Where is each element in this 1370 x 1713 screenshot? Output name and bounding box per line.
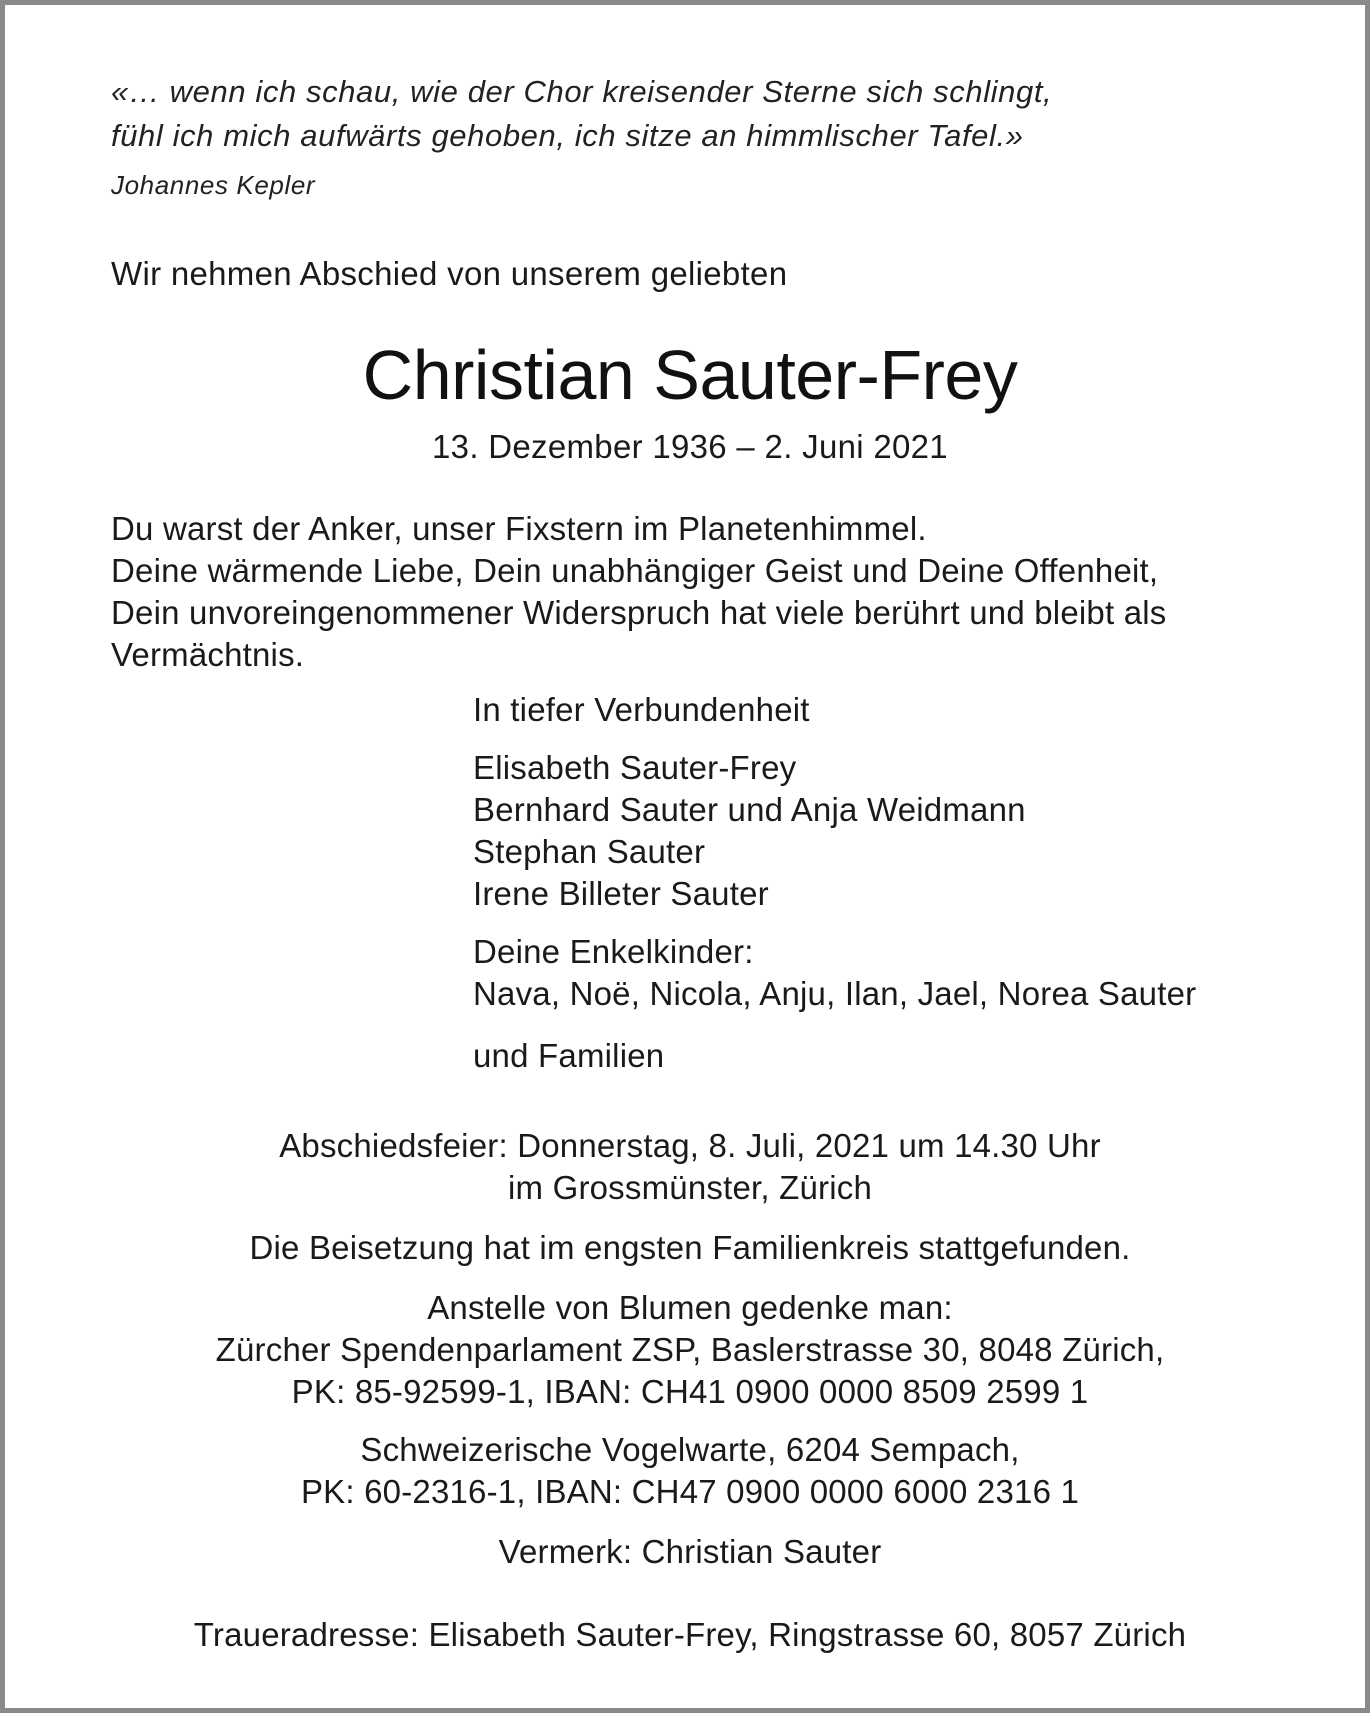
- deceased-name: Christian Sauter-Frey: [362, 336, 1018, 414]
- tribute-text: [111, 508, 1167, 676]
- donation-org2-line: Schweizerische Vogelwarte, 6204 Sempach,: [360, 1431, 1020, 1468]
- signoff-greeting: In tiefer Verbundenheit: [473, 691, 810, 728]
- burial-line: Die Beisetzung hat im engsten Familienkreis stattgefunden.: [249, 1229, 1131, 1266]
- life-dates: 13. Dezember 1936 – 2. Juni 2021: [432, 428, 948, 465]
- donation-org2-line: PK: 60-2316-1, IBAN: CH47 0900 0000 6000 2316 1: [300, 1473, 1080, 1510]
- tribute-line: Vermächtnis.: [111, 636, 305, 673]
- family-member: Irene Billeter Sauter: [473, 875, 769, 912]
- grandchildren-label: Deine Enkelkinder:: [473, 933, 754, 970]
- family-member: Elisabeth Sauter-Frey: [473, 749, 797, 786]
- mourning-address: [5, 1614, 1370, 1656]
- ceremony-line: im Grossmünster, Zürich: [507, 1169, 872, 1206]
- families-line: und Familien: [473, 1037, 665, 1074]
- donation-intro: Anstelle von Blumen gedenke man:: [427, 1289, 953, 1326]
- grandchildren-block: [473, 931, 1196, 1015]
- donation-org2: [5, 1429, 1370, 1513]
- tribute-line: Dein unvoreingenommener Widerspruch hat viele berührt und bleibt als: [111, 594, 1167, 631]
- grandchildren-names: Nava, Noë, Nicola, Anju, Ilan, Jael, Norea Sauter: [473, 975, 1197, 1012]
- donation-info: [5, 1287, 1370, 1413]
- donation-org1-line: Zürcher Spendenparlament ZSP, Baslerstrasse 30, 8048 Zürich,: [215, 1331, 1165, 1368]
- ceremony-info: [5, 1125, 1370, 1209]
- epigraph-quote: [111, 70, 1052, 158]
- intro-text: Wir nehmen Abschied von unserem geliebten: [111, 255, 788, 292]
- quote-line: fühl ich mich aufwärts gehoben, ich sitze an himmlischer Tafel.»: [111, 118, 1024, 153]
- family-member: Bernhard Sauter und Anja Weidmann: [473, 791, 1026, 828]
- family-member: Stephan Sauter: [473, 833, 706, 870]
- address-line: Traueradresse: Elisabeth Sauter-Frey, Ringstrasse 60, 8057 Zürich: [193, 1616, 1187, 1653]
- burial-note: [5, 1227, 1370, 1269]
- donation-org1-line: PK: 85-92599-1, IBAN: CH41 0900 0000 8509 2599 1: [291, 1373, 1089, 1410]
- quote-author: Johannes Kepler: [111, 170, 316, 200]
- tribute-line: Du warst der Anker, unser Fixstern im Planetenhimmel.: [111, 510, 927, 547]
- tribute-line: Deine wärmende Liebe, Dein unabhängiger Geist und Deine Offenheit,: [111, 552, 1159, 589]
- quote-line: «… wenn ich schau, wie der Chor kreisender Sterne sich schlingt,: [111, 74, 1053, 109]
- donation-note: [5, 1531, 1370, 1573]
- ceremony-line: Abschiedsfeier: Donnerstag, 8. Juli, 2021 um 14.30 Uhr: [279, 1127, 1101, 1164]
- donation-note-line: Vermerk: Christian Sauter: [498, 1533, 882, 1570]
- family-list: [473, 747, 1026, 915]
